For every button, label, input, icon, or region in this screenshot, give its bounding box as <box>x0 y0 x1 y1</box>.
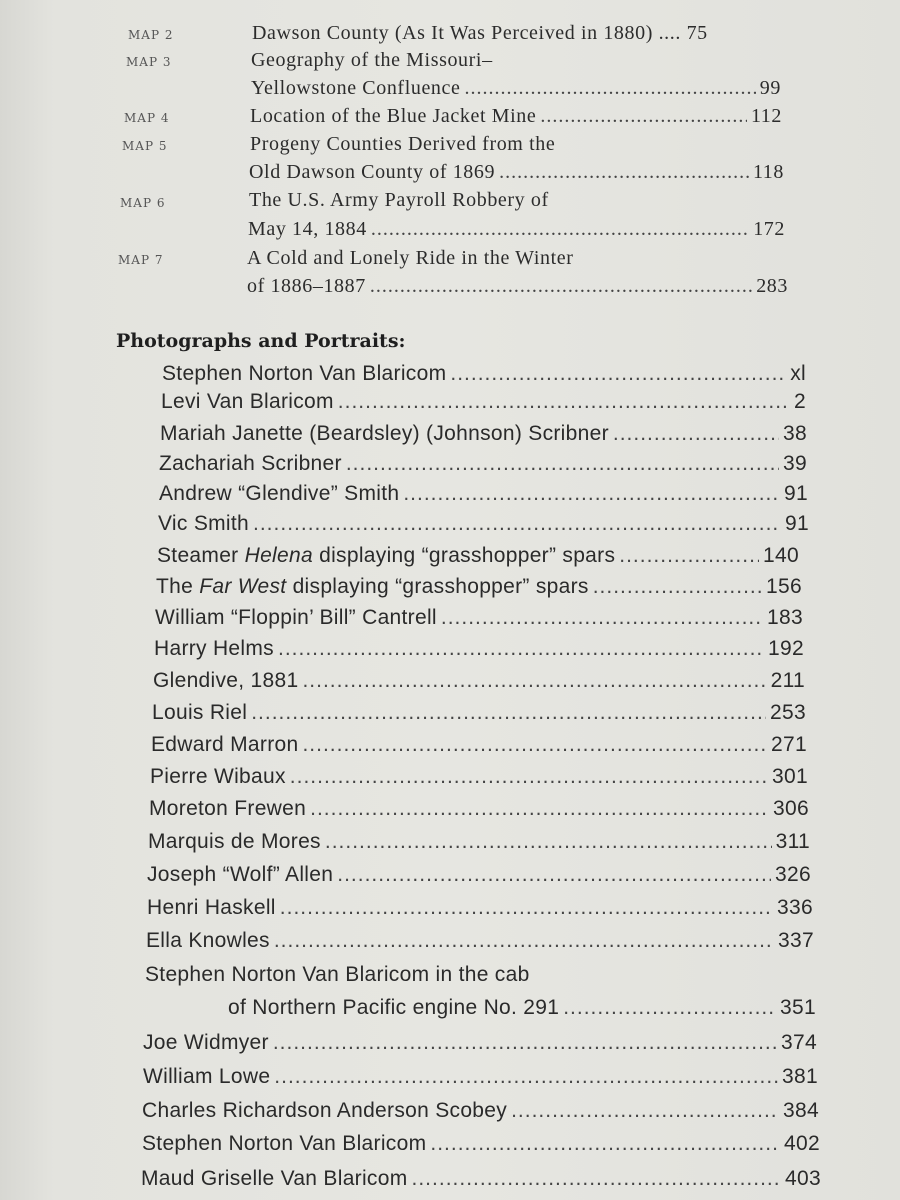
dot-leader <box>302 669 766 693</box>
entry-title: William “Floppin’ Bill” Cantrell <box>155 606 437 629</box>
list-item <box>160 422 807 446</box>
page-number: 403 <box>785 1167 821 1190</box>
entry-title: Levi Van Blaricom <box>161 390 334 413</box>
dot-leader <box>273 1031 777 1055</box>
entry-title: Stephen Norton Van Blaricom in the cab <box>145 963 530 986</box>
page-number: 39 <box>783 452 807 475</box>
entry-title: Louis Riel <box>152 701 248 724</box>
entry-title: William Lowe <box>143 1065 271 1088</box>
page-number: 211 <box>770 669 805 692</box>
dot-leader <box>499 161 749 184</box>
list-item <box>155 606 803 630</box>
list-item <box>158 512 809 536</box>
map-entry-line <box>250 105 782 128</box>
dot-leader <box>450 362 786 386</box>
dot-leader <box>412 1167 782 1191</box>
vessel-name: Far West <box>199 575 287 598</box>
list-item <box>154 637 804 661</box>
entry-title: Stephen Norton Van Blaricom <box>162 362 447 385</box>
page-number: 192 <box>768 637 804 660</box>
map-entry-line <box>249 161 784 184</box>
dot-leader <box>280 896 773 920</box>
page-number: 283 <box>756 275 788 297</box>
map-label: MAP 5 <box>122 139 168 153</box>
list-item <box>143 1031 817 1055</box>
list-item <box>150 765 808 789</box>
list-item <box>159 482 808 506</box>
map-entry-line <box>247 275 788 298</box>
dot-leader <box>430 1132 780 1156</box>
page-number: 2 <box>794 390 806 413</box>
page-number: 99 <box>759 77 781 99</box>
map-entry-line <box>247 247 787 270</box>
entry-title: Pierre Wibaux <box>150 765 286 788</box>
page-number: 118 <box>752 161 784 183</box>
dot-leader <box>464 77 755 100</box>
dot-leader <box>274 929 774 953</box>
entry-title-cont: of Northern Pacific engine No. 291 <box>228 996 560 1019</box>
section-heading: Photographs and Portraits: <box>116 330 406 352</box>
page-number: 271 <box>771 733 807 756</box>
list-item <box>143 1065 818 1089</box>
entry-title: Zachariah Scribner <box>159 452 342 475</box>
page-number: 326 <box>775 863 811 886</box>
map-title-cont: of 1886–1887 <box>247 275 366 297</box>
entry-title: Joseph “Wolf” Allen <box>147 863 334 886</box>
list-item <box>145 963 815 987</box>
map-title: Dawson County (As It Was Perceived in 1880) .... 75 <box>252 22 708 44</box>
dot-leader <box>253 512 781 536</box>
map-label: MAP 7 <box>118 253 164 267</box>
map-entry-line <box>251 49 781 72</box>
page-number: 253 <box>770 701 806 724</box>
map-entry-line <box>249 189 785 212</box>
map-entry-line <box>251 77 781 100</box>
dot-leader <box>338 390 790 414</box>
entry-title: Mariah Janette (Beardsley) (Johnson) Scribner <box>160 422 609 445</box>
page-number: 306 <box>773 797 809 820</box>
page-number: 381 <box>782 1065 818 1088</box>
vessel-name: Helena <box>244 544 313 567</box>
map-entry-line <box>250 133 784 156</box>
page-number: 374 <box>781 1031 817 1054</box>
dot-leader <box>302 733 767 757</box>
list-item <box>149 797 809 821</box>
map-title: Progeny Counties Derived from the <box>250 133 556 155</box>
dot-leader <box>619 544 759 568</box>
entry-title: Marquis de Mores <box>148 830 321 853</box>
entry-title: The Far West displaying “grasshopper” spars <box>156 575 589 598</box>
dot-leader <box>613 422 779 446</box>
dot-leader <box>310 797 769 821</box>
map-label: MAP 4 <box>124 111 170 125</box>
list-item <box>142 1099 819 1123</box>
map-title-cont: Yellowstone Confluence <box>251 77 461 99</box>
list-item <box>156 575 802 599</box>
page-number: 112 <box>750 105 782 127</box>
dot-leader <box>325 830 772 854</box>
dot-leader <box>511 1099 779 1123</box>
dot-leader <box>371 218 749 241</box>
page-number: 301 <box>772 765 808 788</box>
entry-title: Ella Knowles <box>146 929 270 952</box>
page-number: 91 <box>784 482 808 505</box>
map-entry-line <box>252 22 782 45</box>
dot-leader <box>540 105 747 128</box>
list-item <box>146 929 814 953</box>
list-item <box>141 1167 821 1191</box>
page-number: 402 <box>784 1132 820 1155</box>
dot-leader <box>563 996 776 1020</box>
map-title: A Cold and Lonely Ride in the Winter <box>247 247 574 269</box>
map-label: MAP 6 <box>120 196 166 210</box>
dot-leader <box>337 863 771 887</box>
page-number: 337 <box>778 929 814 952</box>
entry-title: Glendive, 1881 <box>153 669 299 692</box>
page-number: 351 <box>780 996 816 1019</box>
entry-title: Edward Marron <box>151 733 299 756</box>
entry-title: Steamer Helena displaying “grasshopper” spars <box>157 544 616 567</box>
map-title: Geography of the Missouri– <box>251 49 493 71</box>
map-title: Location of the Blue Jacket Mine <box>250 105 537 127</box>
entry-title: Vic Smith <box>158 512 250 535</box>
page-number: 91 <box>785 512 809 535</box>
list-item <box>157 544 799 568</box>
entry-title: Harry Helms <box>154 637 274 660</box>
map-title-cont: May 14, 1884 <box>248 218 367 240</box>
dot-leader <box>346 452 779 476</box>
list-item <box>147 863 811 887</box>
page-number: 38 <box>783 422 807 445</box>
dot-leader <box>441 606 763 630</box>
page-number: xl <box>790 362 806 385</box>
list-item <box>148 830 810 854</box>
dot-leader <box>370 275 752 298</box>
list-item <box>147 896 813 920</box>
list-item <box>161 390 806 414</box>
entry-title: Stephen Norton Van Blaricom <box>142 1132 427 1155</box>
map-label: MAP 3 <box>126 55 172 69</box>
dot-leader <box>278 637 764 661</box>
list-item <box>152 701 806 725</box>
dot-leader <box>251 701 766 725</box>
dot-leader <box>290 765 768 789</box>
page-number: 140 <box>763 544 799 567</box>
dot-leader <box>403 482 780 506</box>
page-number: 384 <box>783 1099 819 1122</box>
page-number: 311 <box>775 830 810 853</box>
page-number: 183 <box>767 606 803 629</box>
list-item <box>151 733 807 757</box>
map-title-cont: Old Dawson County of 1869 <box>249 161 496 183</box>
entry-title: Andrew “Glendive” Smith <box>159 482 400 505</box>
page-number: 172 <box>753 218 785 240</box>
list-item-continuation <box>228 996 816 1020</box>
dot-leader <box>274 1065 778 1089</box>
list-item <box>153 669 805 693</box>
dot-leader <box>593 575 762 599</box>
list-item <box>162 362 806 386</box>
entry-title: Charles Richardson Anderson Scobey <box>142 1099 508 1122</box>
map-title: The U.S. Army Payroll Robbery of <box>249 189 549 211</box>
entry-title: Henri Haskell <box>147 896 276 919</box>
entry-title: Moreton Frewen <box>149 797 307 820</box>
page-number: 336 <box>777 896 813 919</box>
entry-title: Maud Griselle Van Blaricom <box>141 1167 408 1190</box>
map-label: MAP 2 <box>128 28 174 42</box>
page-number: 156 <box>766 575 802 598</box>
list-item <box>142 1132 820 1156</box>
map-entry-line <box>248 218 785 241</box>
entry-title: Joe Widmyer <box>143 1031 269 1054</box>
list-item <box>159 452 807 476</box>
